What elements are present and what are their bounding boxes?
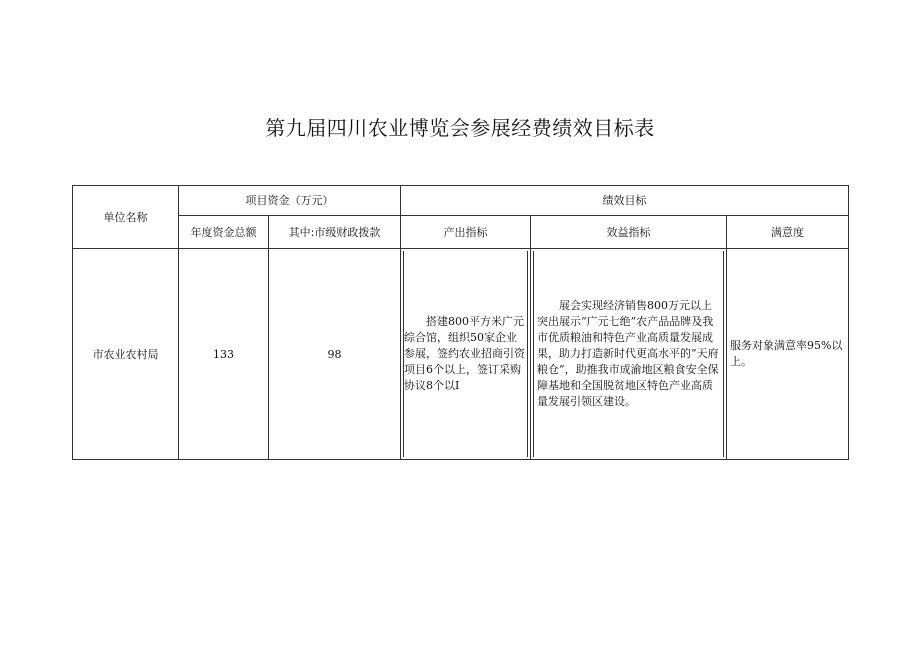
document-title: 第九届四川农业博览会参展经费绩效目标表 bbox=[265, 116, 655, 140]
header-row-1 bbox=[73, 186, 849, 216]
cell-city-finance: 98 bbox=[269, 249, 401, 460]
cell-unit-name: 市农业农村局 bbox=[73, 249, 179, 460]
header-benefit-indicators: 效益指标 bbox=[531, 216, 727, 249]
cell-inner-border bbox=[533, 251, 724, 457]
header-row-2 bbox=[73, 216, 849, 249]
benefit-indicators-text: 展会实现经济销售800万元以上突出展示“广元七绝”农产品品牌及我市优质粮油和特色产业高质量发展成果，助力打造新时代更高水平的“天府粮仓”，助推我市成渝地区粮食安全保障基地和全国脱贫地区特色产业高质量发展引领区建设。 bbox=[537, 299, 719, 408]
cell-output-indicators bbox=[401, 249, 531, 460]
header-annual-total: 年度资金总额 bbox=[179, 216, 269, 249]
header-city-finance: 其中:市级财政拨款 bbox=[269, 216, 401, 249]
header-satisfaction: 满意度 bbox=[727, 216, 849, 249]
cell-satisfaction bbox=[727, 249, 849, 460]
header-output-indicators: 产出指标 bbox=[401, 216, 531, 249]
cell-annual-total: 133 bbox=[179, 249, 269, 460]
header-unit-name: 单位名称 bbox=[73, 186, 179, 249]
header-performance-goals: 绩效目标 bbox=[401, 186, 849, 216]
header-project-funds: 项目资金（万元） bbox=[179, 186, 401, 216]
output-indicators-text: 搭建800平方米广元综合馆，组织50家企业参展，签约农业招商引资项目6个以上，签订采购协议8个以I bbox=[404, 315, 525, 392]
cell-benefit-indicators bbox=[531, 249, 727, 460]
cell-inner-border bbox=[403, 251, 528, 457]
data-row bbox=[73, 249, 849, 460]
performance-goal-table bbox=[72, 185, 849, 460]
satisfaction-text: 服务对象满意率95%以上。 bbox=[730, 339, 843, 368]
